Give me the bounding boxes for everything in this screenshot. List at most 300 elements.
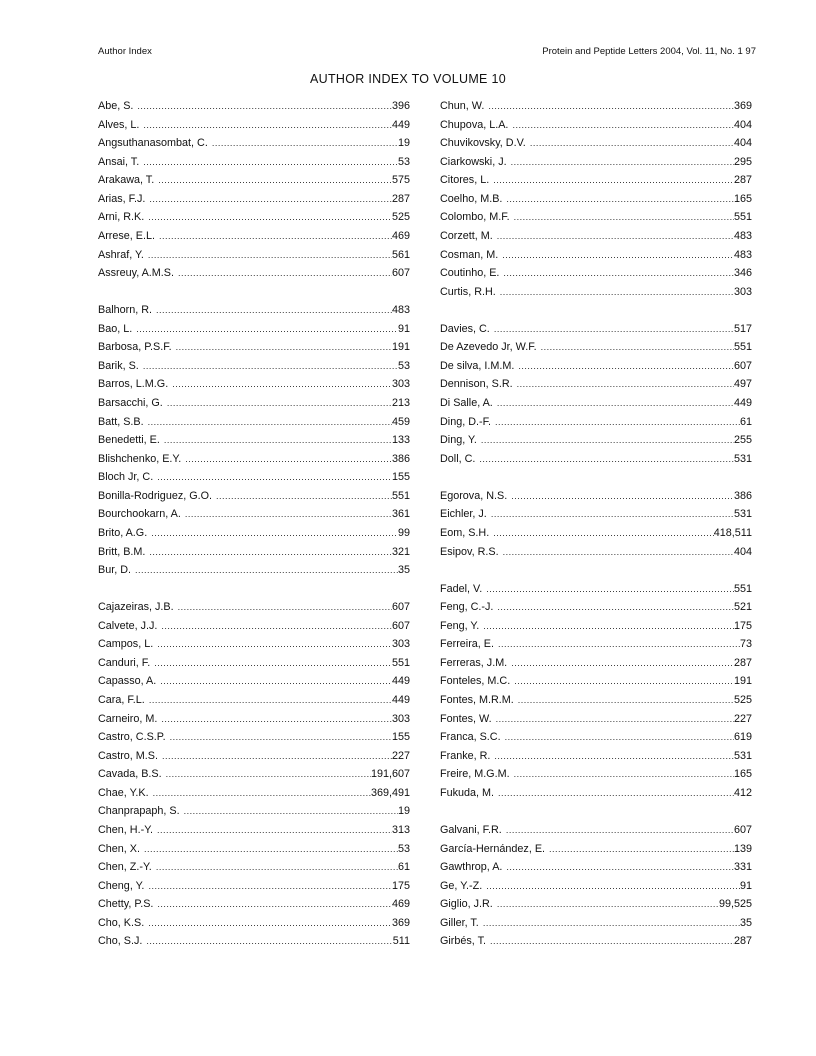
dot-leader <box>497 602 734 612</box>
index-entry <box>440 341 752 360</box>
index-entry <box>440 768 752 787</box>
dot-leader <box>486 881 740 891</box>
index-entry <box>440 323 752 342</box>
index-entry <box>98 397 410 416</box>
index-entry <box>440 694 752 713</box>
page-numbers: 139 <box>733 842 752 855</box>
dot-leader <box>511 658 734 668</box>
author-name: Feng, C.-J. <box>440 601 494 614</box>
index-entry <box>98 935 410 954</box>
author-name: Castro, C.S.P. <box>98 731 166 744</box>
author-name: Chen, Z.-Y. <box>98 861 152 874</box>
dot-leader <box>511 157 734 167</box>
running-header-right: Protein and Peptide Letters 2004, Vol. 11, No. 1 97 <box>542 46 756 57</box>
index-entry <box>440 638 752 657</box>
author-name: Alves, L. <box>98 118 140 131</box>
dot-leader <box>502 250 734 260</box>
index-spacer <box>98 583 410 602</box>
dot-leader <box>530 138 734 148</box>
index-spacer <box>98 286 410 305</box>
page-numbers: 255 <box>733 434 752 447</box>
page-numbers: 99,525 <box>718 898 752 911</box>
index-entry <box>98 416 410 435</box>
index-entry <box>98 861 410 880</box>
author-name: Franca, S.C. <box>440 731 501 744</box>
index-entry <box>98 471 410 490</box>
index-entry <box>98 787 410 806</box>
page-numbers: 483 <box>391 304 410 317</box>
author-name: Cavada, B.S. <box>98 768 162 781</box>
page-numbers: 213 <box>391 397 410 409</box>
page-numbers: 525 <box>391 211 410 224</box>
dot-leader <box>154 658 392 668</box>
index-entry <box>98 620 410 639</box>
index-column-left <box>98 100 410 954</box>
author-name: Ferreira, E. <box>440 638 494 651</box>
dot-leader <box>161 621 392 631</box>
dot-leader <box>497 231 734 241</box>
index-entry <box>440 583 752 602</box>
author-name: Fonteles, M.C. <box>440 675 511 688</box>
dot-leader <box>143 120 392 130</box>
author-name: Ferreras, J.M. <box>440 656 508 669</box>
dot-leader <box>176 342 392 352</box>
dot-leader <box>518 695 734 705</box>
author-name: Davies, C. <box>440 322 490 335</box>
author-name: Feng, Y. <box>440 619 480 632</box>
dot-leader <box>506 862 734 872</box>
author-name: Chanprapaph, S. <box>98 805 180 818</box>
dot-leader <box>514 676 734 686</box>
page-numbers: 99 <box>397 526 410 539</box>
author-name: De silva, I.M.M. <box>440 359 515 372</box>
author-name: De Azevedo Jr, W.F. <box>440 341 537 354</box>
dot-leader <box>498 639 740 649</box>
index-entry <box>440 416 752 435</box>
dot-leader <box>497 398 734 408</box>
index-entry <box>440 397 752 416</box>
author-name: Ding, D.-F. <box>440 415 491 428</box>
author-name: Cho, S.J. <box>98 935 143 948</box>
dot-leader <box>517 379 734 389</box>
page-numbers: 551 <box>733 211 752 224</box>
author-name: Canduri, F. <box>98 656 151 669</box>
index-entry <box>98 880 410 899</box>
page-numbers: 619 <box>733 731 752 744</box>
page-numbers: 386 <box>733 489 752 502</box>
index-entry <box>440 100 752 119</box>
author-name: Coelho, M.B. <box>440 192 503 205</box>
author-name: Calvete, J.J. <box>98 619 158 632</box>
dot-leader <box>172 379 392 389</box>
author-name: Abe, S. <box>98 100 134 112</box>
index-entry <box>98 508 410 527</box>
page-numbers: 361 <box>391 508 410 521</box>
index-entry <box>98 601 410 620</box>
index-entry <box>440 156 752 175</box>
index-entry <box>440 824 752 843</box>
dot-leader <box>146 936 392 946</box>
page-numbers: 561 <box>391 248 410 261</box>
index-entry <box>440 249 752 268</box>
author-name: Egorova, N.S. <box>440 489 508 502</box>
dot-leader <box>503 547 734 557</box>
dot-leader <box>178 268 392 278</box>
index-entry <box>440 267 752 286</box>
dot-leader <box>549 844 734 854</box>
index-entry <box>98 490 410 509</box>
author-name: Ding, Y. <box>440 434 477 447</box>
index-entry <box>98 657 410 676</box>
index-entry <box>98 193 410 212</box>
dot-leader <box>512 120 734 130</box>
page-numbers: 575 <box>391 174 410 187</box>
author-name: Bur, D. <box>98 564 132 577</box>
page-numbers: 303 <box>391 712 410 725</box>
dot-leader <box>144 844 398 854</box>
index-entry <box>98 434 410 453</box>
page-numbers: 227 <box>733 712 752 725</box>
index-entry <box>440 917 752 936</box>
page-numbers: 155 <box>391 731 410 744</box>
index-entry <box>98 898 410 917</box>
author-name: Doll, C. <box>440 452 476 465</box>
dot-leader <box>495 417 740 427</box>
dot-leader <box>156 862 398 872</box>
dot-leader <box>185 509 392 519</box>
author-name: Ciarkowski, J. <box>440 155 507 168</box>
index-entry <box>98 341 410 360</box>
author-name: Chupova, L.A. <box>440 118 509 131</box>
index-entry <box>98 768 410 787</box>
author-name: Corzett, M. <box>440 229 493 242</box>
page-numbers: 369 <box>733 100 752 112</box>
page-numbers: 369,491 <box>370 786 410 799</box>
page-numbers: 497 <box>733 378 752 391</box>
page-numbers: 287 <box>733 935 752 948</box>
page-numbers: 404 <box>733 545 752 558</box>
author-name: Barik, S. <box>98 359 139 372</box>
index-entry <box>440 713 752 732</box>
page-numbers: 369 <box>391 916 410 929</box>
page-numbers: 73 <box>739 638 752 651</box>
dot-leader <box>216 491 392 501</box>
index-entry <box>98 564 410 583</box>
dot-leader <box>149 194 392 204</box>
author-name: Assreuy, A.M.S. <box>98 267 174 280</box>
dot-leader <box>491 509 734 519</box>
author-name: Cheng, Y. <box>98 879 145 892</box>
dot-leader <box>494 751 734 761</box>
dot-leader <box>212 138 398 148</box>
author-name: Carneiro, M. <box>98 712 158 725</box>
page-numbers: 396 <box>391 100 410 112</box>
page-numbers: 35 <box>739 916 752 929</box>
dot-leader <box>158 175 392 185</box>
author-name: Eichler, J. <box>440 508 487 521</box>
author-name: Girbés, T. <box>440 935 487 948</box>
index-entry <box>440 657 752 676</box>
page-numbers: 191,607 <box>370 768 410 781</box>
author-name: Ashraf, Y. <box>98 248 144 261</box>
page-numbers: 551 <box>391 489 410 502</box>
page-numbers: 303 <box>391 638 410 651</box>
dot-leader <box>148 881 392 891</box>
index-spacer <box>440 805 752 824</box>
page-numbers: 287 <box>733 656 752 669</box>
index-entry <box>440 230 752 249</box>
page-numbers: 227 <box>391 749 410 762</box>
page-numbers: 53 <box>397 359 410 372</box>
page-numbers: 483 <box>733 229 752 242</box>
author-name: Arni, R.K. <box>98 211 145 224</box>
index-entry <box>98 638 410 657</box>
page-numbers: 175 <box>391 879 410 892</box>
author-name: Ge, Y.-Z. <box>440 879 483 892</box>
author-name: Barros, L.M.G. <box>98 378 169 391</box>
dot-leader <box>135 565 398 575</box>
page-numbers: 418,511 <box>713 526 752 539</box>
page-numbers: 53 <box>397 842 410 855</box>
author-name: Fontes, M.R.M. <box>440 694 514 706</box>
author-name: Capasso, A. <box>98 675 157 688</box>
page-numbers: 607 <box>733 823 752 836</box>
author-name: Britt, B.M. <box>98 545 146 558</box>
index-entry <box>98 174 410 193</box>
index-entry <box>440 174 752 193</box>
author-name: Batt, S.B. <box>98 415 144 428</box>
index-entry <box>98 843 410 862</box>
author-name: Cosman, M. <box>440 248 499 261</box>
author-name: García-Hernández, E. <box>440 842 546 855</box>
author-name: Arias, F.J. <box>98 192 146 205</box>
index-entry <box>440 546 752 565</box>
page-numbers: 91 <box>397 322 410 335</box>
index-spacer <box>440 471 752 490</box>
page-numbers: 459 <box>391 415 410 428</box>
dot-leader <box>511 491 734 501</box>
author-name: Barbosa, P.S.F. <box>98 341 172 354</box>
index-entry <box>440 843 752 862</box>
page-numbers: 287 <box>733 174 752 187</box>
dot-leader <box>503 268 734 278</box>
page-numbers: 287 <box>391 192 410 205</box>
author-name: Chen, X. <box>98 842 141 855</box>
page-numbers: 404 <box>733 118 752 131</box>
page-numbers: 19 <box>397 137 410 150</box>
dot-leader <box>157 639 392 649</box>
dot-leader <box>483 918 740 928</box>
author-name: Colombo, M.F. <box>440 211 510 224</box>
page-numbers: 61 <box>397 861 410 874</box>
dot-leader <box>514 212 734 222</box>
page-numbers: 91 <box>739 879 752 892</box>
page-numbers: 449 <box>391 694 410 706</box>
dot-leader <box>153 788 371 798</box>
author-name: Franke, R. <box>440 749 491 762</box>
index-entry <box>440 750 752 769</box>
author-name: Cajazeiras, J.B. <box>98 601 174 614</box>
page-numbers: 155 <box>391 471 410 484</box>
page-numbers: 53 <box>397 155 410 168</box>
page-numbers: 449 <box>733 397 752 409</box>
dot-leader <box>157 825 392 835</box>
dot-leader <box>156 305 392 315</box>
dot-leader <box>160 676 392 686</box>
dot-leader <box>164 435 392 445</box>
dot-leader <box>479 454 734 464</box>
author-name: Gawthrop, A. <box>440 861 503 874</box>
page-numbers: 165 <box>733 768 752 781</box>
dot-leader <box>500 287 734 297</box>
page-numbers: 551 <box>391 656 410 669</box>
page-numbers: 607 <box>391 267 410 280</box>
index-entry <box>440 601 752 620</box>
page-numbers: 449 <box>391 118 410 131</box>
author-name: Freire, M.G.M. <box>440 768 510 781</box>
page-numbers: 404 <box>733 137 752 150</box>
page-numbers: 531 <box>733 749 752 762</box>
dot-leader <box>148 250 392 260</box>
page-numbers: 551 <box>733 582 752 595</box>
author-name: Galvani, F.R. <box>440 823 502 836</box>
index-entry <box>440 787 752 806</box>
index-entry <box>440 360 752 379</box>
dot-leader <box>541 342 734 352</box>
dot-leader <box>167 398 392 408</box>
index-entry <box>98 100 410 119</box>
dot-leader <box>490 936 734 946</box>
index-entry <box>98 230 410 249</box>
dot-leader <box>149 695 392 705</box>
page-numbers: 303 <box>733 285 752 298</box>
index-spacer <box>440 564 752 583</box>
page-numbers: 61 <box>739 415 752 428</box>
index-entry <box>98 453 410 472</box>
page-numbers: 191 <box>733 675 752 688</box>
dot-leader <box>497 899 719 909</box>
index-entry <box>98 304 410 323</box>
index-spacer <box>440 304 752 323</box>
dot-leader <box>157 899 392 909</box>
index-entry <box>440 898 752 917</box>
page-numbers: 483 <box>733 248 752 261</box>
index-entry <box>440 880 752 899</box>
index-entry <box>440 193 752 212</box>
author-name: Bloch Jr, C. <box>98 471 154 484</box>
dot-leader <box>483 621 734 631</box>
page-numbers: 521 <box>733 601 752 614</box>
index-entry <box>98 527 410 546</box>
author-name: Bao, L. <box>98 322 133 335</box>
page-numbers: 313 <box>391 823 410 836</box>
dot-leader <box>494 324 734 334</box>
index-entry <box>98 323 410 342</box>
index-entry <box>98 137 410 156</box>
author-name: Coutinho, E. <box>440 267 500 280</box>
dot-leader <box>148 918 392 928</box>
page-numbers: 191 <box>391 341 410 354</box>
index-entry <box>440 434 752 453</box>
author-name: Fukuda, M. <box>440 786 495 799</box>
page-numbers: 469 <box>391 229 410 242</box>
author-name: Chae, Y.K. <box>98 786 149 799</box>
dot-leader <box>481 435 734 445</box>
index-entry <box>440 508 752 527</box>
page-numbers: 295 <box>733 155 752 168</box>
dot-leader <box>148 417 392 427</box>
dot-leader <box>149 547 392 557</box>
dot-leader <box>137 101 392 111</box>
dot-leader <box>170 732 392 742</box>
author-name: Ansai, T. <box>98 155 140 168</box>
index-entry <box>440 490 752 509</box>
index-entry <box>98 713 410 732</box>
page-numbers: 175 <box>733 619 752 632</box>
author-name: Fontes, W. <box>440 712 492 725</box>
index-entry <box>98 249 410 268</box>
page-numbers: 449 <box>391 675 410 688</box>
index-entry <box>440 527 752 546</box>
page-numbers: 607 <box>733 359 752 372</box>
index-entry <box>98 805 410 824</box>
author-name: Curtis, R.H. <box>440 285 496 298</box>
author-name: Balhorn, R. <box>98 304 153 317</box>
author-name: Fadel, V. <box>440 582 483 595</box>
page-numbers: 517 <box>733 322 752 335</box>
dot-leader <box>157 472 392 482</box>
author-name: Citores, L. <box>440 174 490 187</box>
dot-leader <box>486 584 734 594</box>
dot-leader <box>148 212 392 222</box>
dot-leader <box>506 825 734 835</box>
page-numbers: 321 <box>391 545 410 558</box>
index-entry <box>98 211 410 230</box>
author-name: Giglio, J.R. <box>440 898 493 911</box>
page-title: AUTHOR INDEX TO VOLUME 10 <box>310 72 506 86</box>
dot-leader <box>505 732 734 742</box>
author-name: Eom, S.H. <box>440 526 490 539</box>
page-numbers: 412 <box>733 786 752 799</box>
author-name: Chun, W. <box>440 100 485 112</box>
index-entry <box>98 267 410 286</box>
page-numbers: 35 <box>397 564 410 577</box>
author-name: Campos, L. <box>98 638 154 651</box>
index-entry <box>98 378 410 397</box>
index-entry <box>98 119 410 138</box>
dot-leader <box>184 806 398 816</box>
index-entry <box>440 286 752 305</box>
author-name: Blishchenko, E.Y. <box>98 452 182 465</box>
dot-leader <box>518 361 734 371</box>
dot-leader <box>136 324 398 334</box>
page-numbers: 133 <box>391 434 410 447</box>
dot-leader <box>161 714 392 724</box>
dot-leader <box>166 769 371 779</box>
page-numbers: 511 <box>392 935 410 948</box>
author-name: Chetty, P.S. <box>98 898 154 911</box>
index-entry <box>98 156 410 175</box>
page-numbers: 607 <box>391 601 410 614</box>
index-entry <box>98 694 410 713</box>
index-entry <box>440 731 752 750</box>
index-entry <box>98 731 410 750</box>
author-name: Di Salle, A. <box>440 397 493 409</box>
author-name: Esipov, R.S. <box>440 545 499 558</box>
page-numbers: 469 <box>391 898 410 911</box>
index-entry <box>98 546 410 565</box>
dot-leader <box>488 101 734 111</box>
